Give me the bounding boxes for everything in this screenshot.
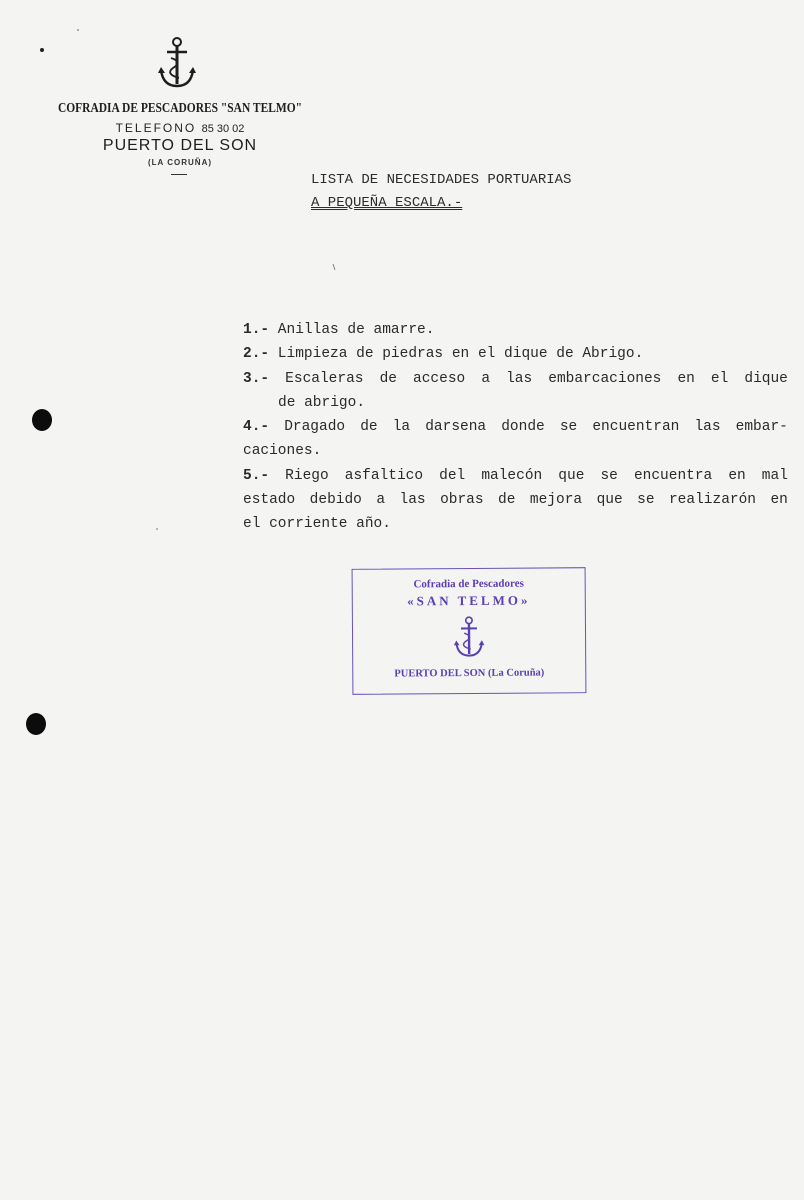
item-text: el corriente año. [243,516,391,533]
item-word: se [559,419,578,436]
item-word: Riego [285,467,329,484]
item-text: Anillas de amarre. [269,322,435,338]
item-number: 2.- [243,346,270,363]
stamp-anchor-icon [453,615,485,661]
organization-name: COFRADIA DE PESCADORES "SAN TELMO" [57,101,303,116]
item-word: de [379,370,397,387]
town-name: PUERTO DEL SON [102,137,258,154]
item-word: mejora [529,492,583,509]
item-word: que [558,467,585,484]
item-word: que [596,492,623,509]
item-word: a [481,370,491,387]
item-word: Escaleras [285,370,364,387]
item-word: darsena [425,419,487,436]
item-word: en [770,492,788,509]
item-word: se [637,492,655,509]
item-word: del [439,467,466,484]
stamp-name: «SAN TELMO» [407,592,531,609]
item-text: Limpieza de piedras en el dique de Abrigo. [269,346,644,363]
item-word: acceso [413,370,466,387]
item-number: 5.- [243,467,270,484]
item-number: 1.- [243,322,270,338]
item-word: a [376,492,386,509]
item-word: encuentran [592,419,680,436]
item-word: las [694,419,721,436]
item-word: debido [309,492,362,509]
item-text: caciones. [243,443,322,460]
item-word: embar- [735,419,788,436]
item-word: las [506,370,533,387]
item-word: de [498,492,516,509]
item-word: estado [243,492,296,509]
item-word: Dragado [284,419,346,436]
document-title: LISTA DE NECESIDADES PORTUARIAS [311,172,572,188]
item-word: las [399,492,426,509]
item-word: dique [744,370,788,387]
item-word: asfaltico [344,467,424,484]
stamp-location: PUERTO DEL SON (La Coruña) [394,667,545,680]
item-word: obras [440,492,484,509]
item-word: donde [501,419,545,436]
item-number: 4.- [243,419,270,436]
item-word: en [677,370,695,387]
item-word: el [710,370,729,387]
item-word: la [392,419,411,436]
item-number: 3.- [243,370,270,387]
item-text: de abrigo. [278,394,366,411]
item-word: de [360,419,378,436]
phone-number: 85 30 02 [201,123,245,135]
item-word: realizarón [668,492,756,509]
organization-stamp [352,567,587,695]
item-word: en [728,467,746,484]
item-word: mal [761,467,788,484]
document-subtitle: A PEQUEÑA ESCALA.- [311,195,463,211]
item-word: embarcaciones [548,370,662,387]
item-word: encuentra [633,467,713,484]
stamp-organization: Cofradia de Pescadores [413,577,524,591]
item-word: se [600,467,618,484]
item-word: malecón [481,467,543,484]
phone-label: TELEFONO [115,121,197,135]
province-name: (LA CORUÑA) [147,158,213,167]
